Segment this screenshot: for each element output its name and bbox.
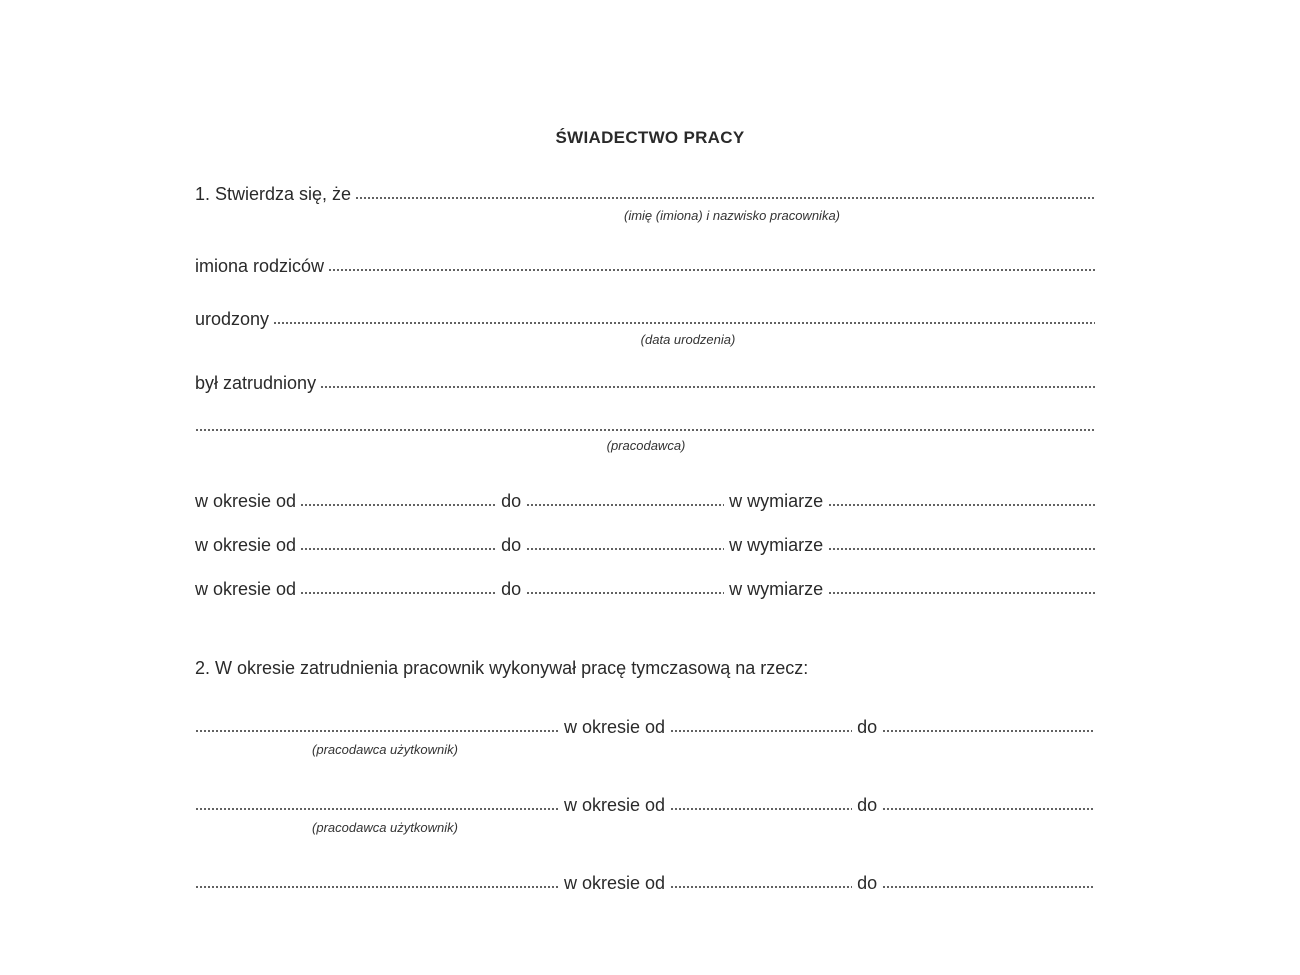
period-to-field[interactable] — [526, 590, 724, 596]
period-from-field[interactable] — [300, 590, 496, 596]
temp-from-label: w okresie od — [564, 873, 666, 893]
temp-to-field[interactable] — [882, 806, 1095, 812]
birth-date-hint: (data urodzenia) — [640, 332, 736, 347]
employer-line — [195, 412, 1095, 436]
parents-names-label: imiona rodziców — [195, 256, 325, 276]
temp-to-label: do — [857, 717, 878, 737]
period-to-label: do — [501, 535, 522, 555]
period-row — [195, 487, 1095, 511]
parents-names-field[interactable] — [328, 267, 1095, 273]
period-extent-field[interactable] — [828, 590, 1095, 596]
employed-line — [195, 369, 1095, 393]
period-to-label: do — [501, 491, 522, 511]
temp-work-row — [195, 869, 1095, 893]
temp-from-field[interactable] — [670, 884, 852, 890]
period-from-label: w okresie od — [195, 491, 297, 511]
period-from-label: w okresie od — [195, 579, 297, 599]
temp-to-label: do — [857, 795, 878, 815]
period-from-field[interactable] — [300, 546, 496, 552]
employer-hint: (pracodawca) — [606, 438, 686, 453]
user-employer-hint: (pracodawca użytkownik) — [312, 742, 458, 757]
employee-name-label: 1. Stwierdza się, że — [195, 184, 352, 204]
period-to-field[interactable] — [526, 546, 724, 552]
period-extent-label: w wymiarze — [729, 579, 824, 599]
document-title: ŚWIADECTWO PRACY — [555, 128, 745, 147]
birth-date-line — [195, 305, 1095, 329]
employee-name-line — [195, 180, 1095, 204]
temp-to-label: do — [857, 873, 878, 893]
period-extent-label: w wymiarze — [729, 535, 824, 555]
user-employer-field[interactable] — [195, 806, 559, 812]
employed-field[interactable] — [320, 384, 1095, 390]
birth-date-field[interactable] — [273, 320, 1095, 326]
period-to-field[interactable] — [526, 502, 724, 508]
birth-date-label: urodzony — [195, 309, 270, 329]
period-from-label: w okresie od — [195, 535, 297, 555]
user-employer-field[interactable] — [195, 884, 559, 890]
user-employer-hint: (pracodawca użytkownik) — [312, 820, 458, 835]
temp-from-field[interactable] — [670, 806, 852, 812]
employer-field[interactable] — [195, 427, 1095, 433]
employee-name-hint: (imię (imiona) i nazwisko pracownika) — [623, 208, 841, 223]
temp-from-label: w okresie od — [564, 795, 666, 815]
employee-name-field[interactable] — [355, 195, 1095, 201]
period-row — [195, 531, 1095, 555]
temp-work-row — [195, 791, 1095, 815]
period-from-field[interactable] — [300, 502, 496, 508]
employed-label: był zatrudniony — [195, 373, 317, 393]
temp-work-row — [195, 713, 1095, 737]
parents-names-line — [195, 252, 1095, 276]
temp-to-field[interactable] — [882, 728, 1095, 734]
user-employer-field[interactable] — [195, 728, 559, 734]
period-extent-field[interactable] — [828, 546, 1095, 552]
period-row — [195, 575, 1095, 599]
period-extent-label: w wymiarze — [729, 491, 824, 511]
period-extent-field[interactable] — [828, 502, 1095, 508]
temp-from-field[interactable] — [670, 728, 852, 734]
section-2-heading: 2. W okresie zatrudnienia pracownik wykonywał pracę tymczasową na rzecz: — [195, 658, 809, 678]
temp-to-field[interactable] — [882, 884, 1095, 890]
temp-from-label: w okresie od — [564, 717, 666, 737]
period-to-label: do — [501, 579, 522, 599]
